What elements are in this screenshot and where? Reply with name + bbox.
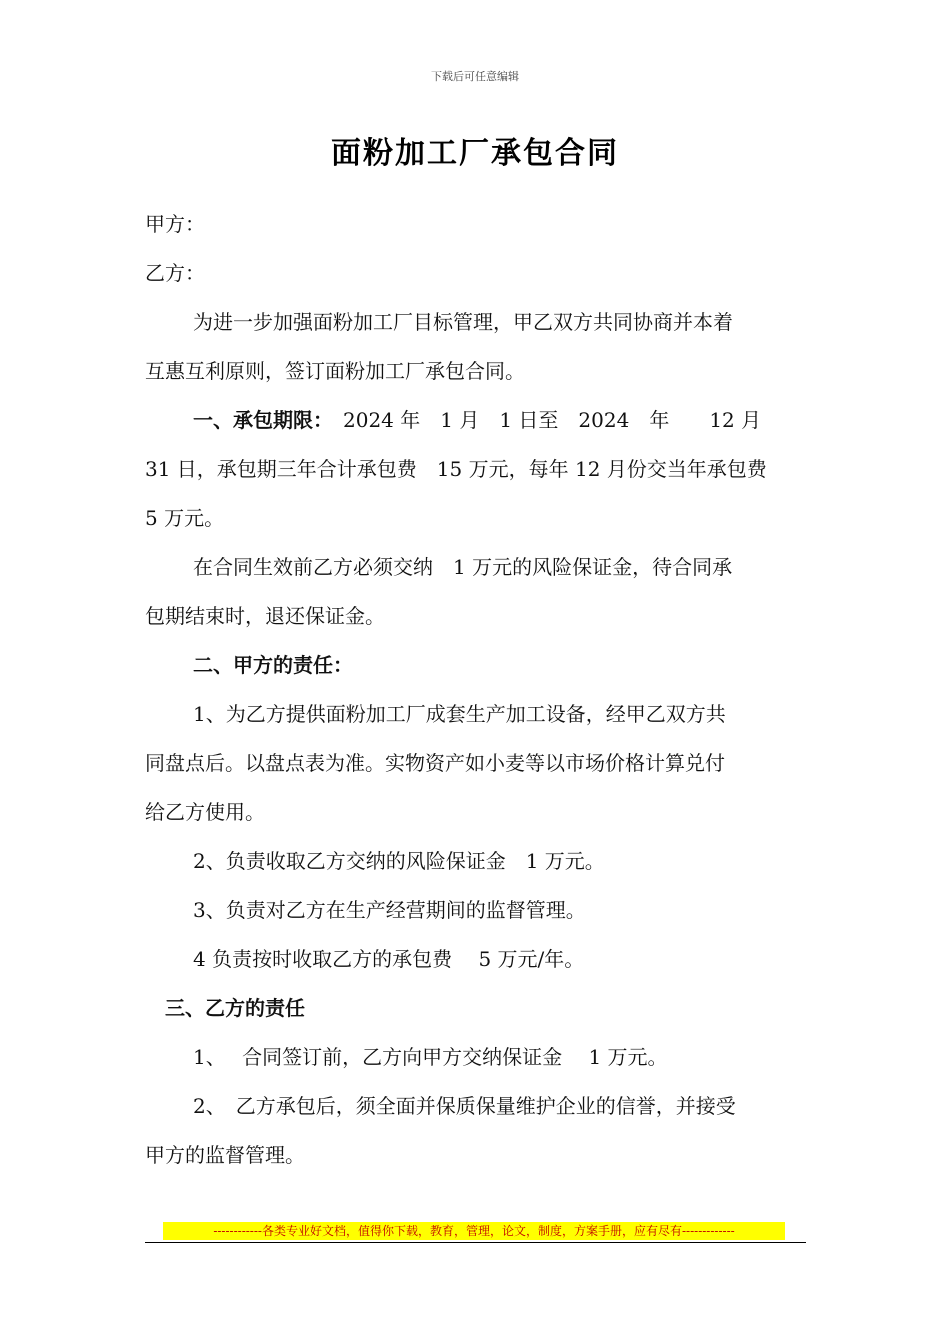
a-duty-4: 4 负责按时收取乙方的承包费 5 万元/年。	[193, 947, 585, 971]
term-line-3: 5 万元。	[145, 506, 225, 530]
b-duty-2-line-1: 2、 乙方承包后，须全面并保质保量维护企业的信誉，并接受	[193, 1094, 736, 1118]
preamble-line-1: 为进一步加强面粉加工厂目标管理，甲乙双方共同协商并本着	[193, 310, 733, 334]
section-3-heading: 三、乙方的责任	[165, 996, 305, 1020]
a-duty-3: 3、负责对乙方在生产经营期间的监督管理。	[193, 898, 586, 922]
footer-divider	[145, 1242, 806, 1243]
term-line-2: 31 日，承包期三年合计承包费 15 万元，每年 12 月份交当年承包费	[145, 457, 767, 481]
term-dates: 2024 年 1 月 1 日至 2024 年 12 月	[343, 408, 762, 432]
footer-note: ------------各类专业好文档，值得你下载，教育，管理，论文，制度，方案手册，应有尽有-------------	[163, 1222, 785, 1240]
a-duty-1-line-1: 1、为乙方提供面粉加工厂成套生产加工设备，经甲乙双方共	[193, 702, 726, 726]
b-duty-2-line-2: 甲方的监督管理。	[145, 1143, 305, 1167]
section-2-heading: 二、甲方的责任：	[193, 653, 353, 677]
a-duty-1-line-3: 给乙方使用。	[145, 800, 265, 824]
term-line-1	[145, 396, 810, 445]
b-duty-1: 1、 合同签订前，乙方向甲方交纳保证金 1 万元。	[193, 1045, 668, 1069]
deposit-line-1: 在合同生效前乙方必须交纳 1 万元的风险保证金，待合同承	[193, 555, 733, 579]
document-title: 面粉加工厂承包合同	[331, 136, 619, 171]
party-a-line: 甲方：	[145, 212, 205, 236]
section-1-heading: 一、承包期限：	[193, 408, 323, 432]
deposit-line-2: 包期结束时，退还保证金。	[145, 604, 385, 628]
party-b-line: 乙方：	[145, 261, 205, 285]
a-duty-1-line-2: 同盘点后。以盘点表为准。实物资产如小麦等以市场价格计算兑付	[145, 751, 725, 775]
header-note: 下载后可任意编辑	[431, 70, 519, 83]
preamble-line-2: 互惠互利原则，签订面粉加工厂承包合同。	[145, 359, 525, 383]
a-duty-2: 2、负责收取乙方交纳的风险保证金 1 万元。	[193, 849, 605, 873]
contract-body	[145, 200, 810, 1180]
